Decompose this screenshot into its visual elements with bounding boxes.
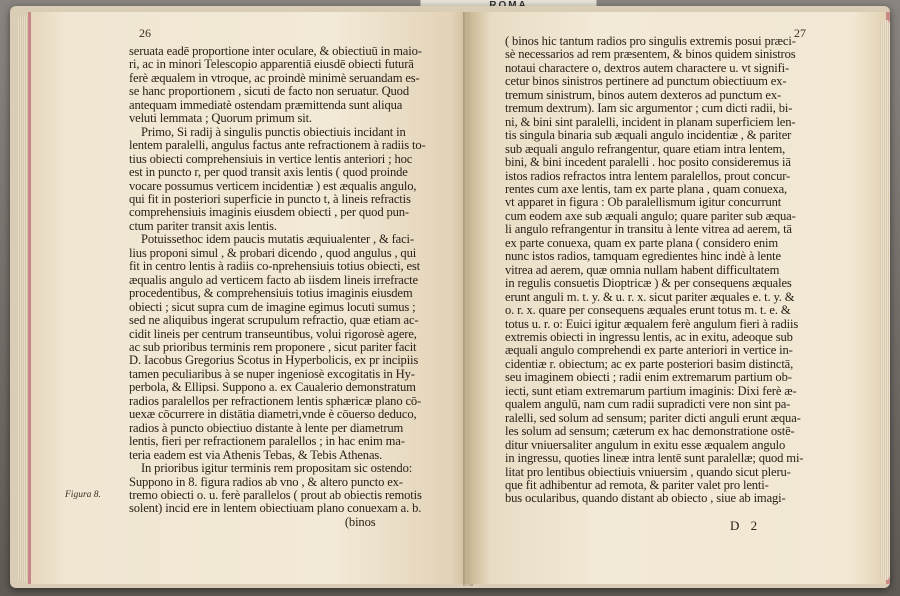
text-line: o. r. x. quare per consequens æquales erunt totus m. t. e. & xyxy=(505,303,791,318)
text-line: procedentibus, & comprehensiuis totius imaginis eiusdem xyxy=(129,286,413,301)
signature-mark: D 2 xyxy=(730,518,762,533)
text-line: li angulo refrangentur in transitu à lente vitrea ad aerem, tā xyxy=(505,222,792,237)
text-line: D. Iacobus Gregorius Scotus in Hyperbolicis, ex pr incipiis xyxy=(129,353,419,368)
text-line: sub æquali angulo refrangentur, quare etiam intra lentem, xyxy=(505,141,786,156)
right-page-number: 27 xyxy=(794,26,806,40)
text-line: seruata eadē proportione inter oculare, & obiectiuū in maio- xyxy=(129,44,422,58)
text-line: ferè æqualem in vtroque, ac proindè minimè seruandam es- xyxy=(129,70,420,85)
text-line: obiecti ; sicut supra cum de imagine egimus locuti sumus ; xyxy=(129,299,416,314)
text-line: rentes cum axe lentis, tam ex parte plana , quam conuexa, xyxy=(505,181,788,196)
text-line: tamen peculiaribus à se nuper ingeniosè excogitatis in Hy- xyxy=(129,366,415,381)
text-line: perbola, & Ellipsi. Suppono a. ex Caualerio demonstratum xyxy=(129,380,416,395)
text-line: ( binos hic tantum radios pro singulis extremis posui præci- xyxy=(505,34,796,48)
text-line: Primo, Si radij à singulis punctis obiectiuis incidant in xyxy=(129,124,406,139)
text-line: istos radios refractos intra lentem paralellos, prout concur- xyxy=(505,168,791,183)
text-line: veluti lemmata ; Quorum primum sit. xyxy=(129,111,312,126)
text-line: æquali angulo comprehendi ex parte anteriori in vertice in- xyxy=(505,343,793,358)
text-line: ditur vniuersaliter angulum in exitu esse æqualem angulo xyxy=(505,437,786,452)
text-line: sè necessarios ad rem præsentem, & binos quidem sinistros xyxy=(505,47,796,62)
open-book xyxy=(10,6,890,588)
text-line: cidit lineis per centrum transeuntibus, volui rigorosè agere, xyxy=(129,326,417,341)
text-line: uexæ cōcurrere in distātia diametri,vnde è cōuerso deduco, xyxy=(129,407,417,422)
text-line: cidentiæ r. obiectum; ac ex parte posteriori basim distinctā, xyxy=(505,356,794,371)
text-line: (binos xyxy=(129,514,376,529)
text-line: tremum sinistrum, binos autem dexteros ad punctum ex- xyxy=(505,87,782,102)
page-edges-right xyxy=(880,20,890,580)
text-line: fit in centro lentis à radiis co-nprehensiuis totius obiecti, est xyxy=(129,259,421,274)
text-line: notaui charactere o, dextros autem charactere u. vt signifi- xyxy=(505,60,790,75)
text-line: ralelli, sed solum ad sensum; pariter dicti anguli erunt æqua- xyxy=(505,410,801,425)
text-line: qualem angulū, nam cum radii supradicti vere non sint pa- xyxy=(505,397,791,412)
text-line: iecti, sunt etiam extremarum partium imaginis: Dixi ferè æ- xyxy=(505,383,797,398)
text-line: nunc istos radios, tamquam egredientes hinc indè à lente xyxy=(505,249,781,264)
left-page-number: 26 xyxy=(139,26,151,40)
text-line: ex parte conuexa, quam ex parte plana ( considero enim xyxy=(505,235,779,250)
text-line: teria eadem est via Athenis Tebas, & Tebis Athenas. xyxy=(129,447,383,462)
text-line: in regulis consuetis Dioptricæ ) & per consequens æquales xyxy=(505,276,792,291)
text-line: vocare possumus verticem incidentiæ ) est æqualis angulo, xyxy=(129,178,417,193)
text-line: tremo obiecti o. u. ferè parallelos ( prout ab obiectis remotis xyxy=(129,487,422,502)
text-line: in ingressu, quoties lineæ intra lentē sunt paralellæ; quod mi- xyxy=(505,451,804,466)
text-line: tius obiecti comprehensiuis in vertice lentis anteriori ; hoc xyxy=(129,151,413,166)
text-line: In prioribus igitur terminis rem propositam sic ostendo: xyxy=(129,461,413,476)
text-line: sed ne aliquibus ingerat scrupulum refractio, quæ etiam ac- xyxy=(129,313,419,328)
text-line: lentis, fieri per refractionem paralellos ; in hac enim ma- xyxy=(129,434,405,449)
text-line: ac sub prioribus terminis rem proponere , sicut pariter facit xyxy=(129,339,417,354)
text-line: solent) incid ere in lentem obiectiuam plano conuexam a. b. xyxy=(129,501,422,516)
text-line: erunt anguli m. t. y. & u. r. x. sicut pariter æquales e. t. y. & xyxy=(505,289,795,304)
text-line: tis singula binaria sub æquali angulo incidentiæ , & pariter xyxy=(505,128,792,143)
text-line: totus u. r. o: Euici igitur æqualem ferè angulum fieri à radiis xyxy=(505,316,799,331)
text-line: extremis obiecti in ingressu lentis, ac in exitu, adeoque sub xyxy=(505,329,793,344)
margin-note: Figura 8. xyxy=(65,490,101,500)
text-line: cum eodem axe sub æquali angulo; quare pariter sub æqua- xyxy=(505,208,796,223)
text-line: que fit adhibentur ad remota, & pariter valet pro lenti- xyxy=(505,477,769,492)
text-line: radios paralellos per refractionem lentis sphæricæ plano cō- xyxy=(129,393,422,408)
text-line: lius proponi simul , & probari dicendo , quod angulus , qui xyxy=(129,245,417,260)
right-page-text xyxy=(505,35,803,506)
text-line: seu imaginem obiecti ; radii enim extremarum partium ob- xyxy=(505,370,792,385)
left-page-text xyxy=(129,45,426,529)
text-line: lentem paralelli, angulus factus ante refractionem à radiis to- xyxy=(129,138,426,153)
text-line: bini, & bini incedent paralelli . hoc posito consideremus iā xyxy=(505,155,791,170)
text-line: qui fit in posteriori superficie in puncto t, à lineis refractis xyxy=(129,191,411,206)
right-page xyxy=(470,12,890,584)
text-line: vt apparet in figura : Ob paralellismum igitur concurrunt xyxy=(505,195,782,210)
text-line: ri, ac in minori Telescopio apparentiā eiusdē obiecti futurā xyxy=(129,57,414,72)
text-line: tremum dextrum). Iam sic argumentor ; cum dicti radii, bi- xyxy=(505,101,793,116)
text-line: cetur binos sinistros pertinere ad punctum obiectiuum ex- xyxy=(505,74,787,89)
text-line: vitrea ad aerem, quæ omnia nullam habent difficultatem xyxy=(505,262,780,277)
text-line: est in puncto r, per quod transit axis lentis ( quod proinde xyxy=(129,165,408,180)
text-line: ni, & bini sint paralelli, incident in planam superficiem len- xyxy=(505,114,796,129)
text-line: se hanc proportionem , sicuti de facto non seruatur. Quod xyxy=(129,84,409,99)
text-line: litat pro lentibus obiectiuis vniuersim , quando sicut pleru- xyxy=(505,464,791,479)
text-line: bus ocularibus, quando distant ab obiecto , siue ab imagi- xyxy=(505,491,786,506)
left-page xyxy=(28,12,469,584)
text-line: antequam immediatè ostendam præmittenda sunt aliqua xyxy=(129,97,403,112)
text-line: les solum ad sensum; cæterum ex hac demonstratione ostē- xyxy=(505,424,795,439)
text-line: radios à puncto obiectiuo distante à lente per diametrum xyxy=(129,420,404,435)
text-line: Suppono in 8. figura radios ab vno , & altero puncto ex- xyxy=(129,474,403,489)
text-line: ctum pariter transit axis lentis. xyxy=(129,218,277,233)
text-line: æqualis angulo ad verticem facto ab iisdem lineis irrefracte xyxy=(129,272,418,287)
text-line: Potuissethoc idem paucis mutatis æquiualenter , & faci- xyxy=(129,232,414,247)
text-line: comprehensiuis imaginis eiusdem obiecti , per quod pun- xyxy=(129,205,409,220)
